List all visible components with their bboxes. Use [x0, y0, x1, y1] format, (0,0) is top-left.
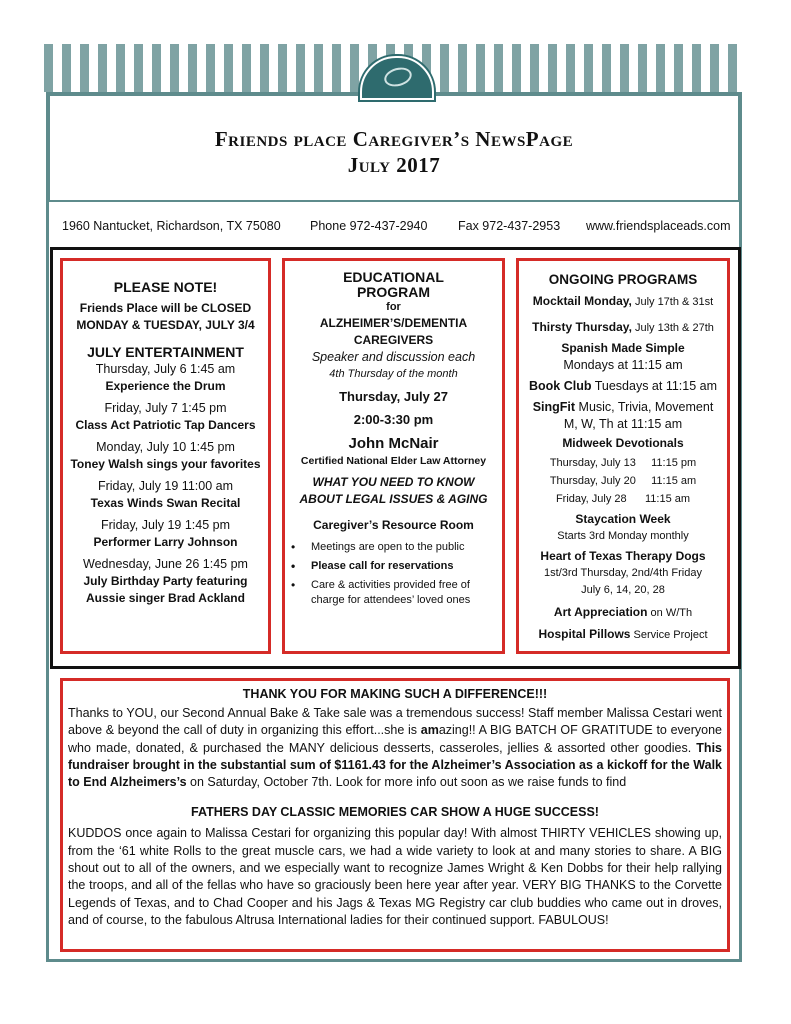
topic-line-1: WHAT YOU NEED TO KNOW: [312, 475, 475, 489]
list-item: • Please call for reservations: [285, 559, 502, 574]
program-name: Thirsty Thursday,: [532, 320, 632, 334]
event-date: Wednesday, June 26 1:45 pm: [83, 557, 248, 571]
program-detail: Service Project: [630, 629, 708, 641]
list-item: • Meetings are open to the public: [285, 540, 502, 555]
event-name: Performer Larry Johnson: [93, 535, 238, 549]
fax: Fax 972-437-2953: [458, 219, 561, 233]
phone: Phone 972-437-2940: [310, 219, 428, 233]
program-detail: July 17th & 31st: [631, 296, 714, 308]
event-item: [63, 517, 268, 551]
program-book-club: [519, 378, 727, 395]
program-spanish: Spanish Made Simple: [561, 341, 685, 355]
title-line-2: July 2017: [347, 153, 441, 177]
ongoing-programs-panel: [516, 258, 730, 654]
event-name: Texas Winds Swan Recital: [90, 496, 241, 510]
program-pillows: [519, 626, 727, 644]
program-name: SingFit: [532, 400, 576, 414]
please-note-heading: PLEASE NOTE!: [113, 279, 218, 295]
program-name: Art Appreciation: [553, 605, 648, 619]
edu-date: Thursday, July 27: [339, 389, 448, 404]
program-art: [519, 604, 727, 622]
car-show-paragraph: KUDDOS once again to Malissa Cestari for organizing this popular day! With almost THIRTY VEHICLES showing up, from the ‘61 white Rolls to the great muscle cars, we had a wide variety to look at and many stories to share. A BIG shout out to all of the owners, and we especially want to recognize James Wright & Ken Dobbs for their help rallying the troops, and all of the fellas who have so graciously been here year after year. VERY BIG THANKS to the Corvette Legends of Texas, and to Chad Cooper and his Jags & Texas MG Registry car club buddies who came out in droves, and of course, to the fabulous Altrusa International ladies for their continued support. FABULOUS!: [68, 826, 722, 927]
program-name: Hospital Pillows: [538, 627, 631, 641]
please-note-panel: [60, 258, 271, 654]
program-name: Book Club: [528, 379, 592, 393]
newsletter-title: [50, 126, 738, 178]
contact-bar: [48, 219, 740, 237]
topic-line-2: ABOUT LEGAL ISSUES & AGING: [299, 492, 488, 506]
header-box: [48, 94, 740, 202]
program-spanish-detail: Mondays at 11:15 am: [563, 358, 683, 372]
address: 1960 Nantucket, Richardson, TX 75080: [62, 219, 281, 233]
event-date: Thursday, July 6 1:45 am: [95, 362, 236, 376]
website-link[interactable]: www.friendsplaceads.com: [586, 219, 731, 233]
edu-italic-2: 4th Thursday of the month: [329, 368, 458, 380]
event-name: July Birthday Party featuring: [83, 574, 248, 588]
thank-you-heading: THANK YOU FOR MAKING SUCH A DIFFERENCE!!!: [242, 687, 548, 701]
program-thirsty: [519, 319, 727, 337]
program-detail: Music, Trivia, Movement: [575, 400, 714, 414]
program-detail: Tuesdays at 11:15 am: [591, 379, 718, 393]
event-date: Friday, July 19 11:00 am: [97, 479, 234, 493]
therapy-dogs-days: 1st/3rd Thursday, 2nd/4th Friday: [544, 567, 702, 579]
news-section: [60, 678, 730, 952]
edu-italic-1: Speaker and discussion each: [311, 350, 476, 364]
ongoing-heading: ONGOING PROGRAMS: [548, 272, 698, 287]
event-name: Toney Walsh sings your favorites: [70, 457, 261, 471]
event-item: [63, 478, 268, 512]
edu-heading-2: PROGRAM: [356, 284, 431, 300]
midweek-row: Friday, July 28 11:15 am: [555, 493, 691, 505]
event-name-2: Aussie singer Brad Ackland: [86, 591, 245, 605]
program-name: Mocktail Monday,: [532, 294, 632, 308]
program-singfit-detail: M, W, Th at 11:15 am: [563, 417, 683, 431]
midweek-row: Thursday, July 13 11:15 pm: [549, 457, 697, 469]
edu-sub-2: CAREGIVERS: [353, 333, 434, 347]
program-midweek: Midweek Devotionals: [562, 436, 684, 450]
event-item: [63, 361, 268, 395]
event-name: Class Act Patriotic Tap Dancers: [75, 418, 256, 432]
event-date: Friday, July 7 1:45 pm: [104, 401, 227, 415]
event-name: Experience the Drum: [105, 379, 226, 393]
resource-room: Caregiver’s Resource Room: [313, 518, 474, 532]
event-date: Friday, July 19 1:45 pm: [101, 518, 230, 532]
program-singfit: [519, 399, 727, 416]
midweek-row: Thursday, July 20 11:15 am: [549, 475, 697, 487]
educational-program-panel: [282, 258, 505, 654]
program-detail: July 13th & 27th: [631, 322, 714, 334]
edu-sub-1: ALZHEIMER’S/DEMENTIA: [319, 316, 468, 330]
edu-for: for: [386, 301, 401, 313]
event-date: Monday, July 10 1:45 pm: [96, 440, 235, 454]
therapy-dogs-dates: July 6, 14, 20, 28: [581, 584, 665, 596]
program-staycation: Staycation Week: [575, 512, 671, 526]
edu-time: 2:00-3:30 pm: [353, 412, 434, 427]
title-line-1: Friends place Caregiver’s NewsPage: [214, 127, 574, 151]
program-therapy-dogs: Heart of Texas Therapy Dogs: [540, 549, 706, 563]
resource-room-list: [285, 540, 502, 608]
car-show-heading: FATHERS DAY CLASSIC MEMORIES CAR SHOW A HUGE SUCCESS!: [191, 805, 599, 820]
closed-notice-line2: MONDAY & TUESDAY, JULY 3/4: [76, 318, 255, 332]
closed-notice-line1: Friends Place will be CLOSED: [79, 301, 252, 315]
speaker-name: John McNair: [348, 435, 439, 452]
speaker-title: Certified National Elder Law Attorney: [300, 455, 487, 467]
list-item: • Care & activities provided free of charge for attendees’ loved ones: [285, 578, 502, 608]
entertainment-heading: JULY ENTERTAINMENT: [87, 344, 244, 360]
event-item: [63, 556, 268, 607]
program-detail: on W/Th: [647, 607, 693, 619]
event-item: [63, 439, 268, 473]
event-item: [63, 400, 268, 434]
edu-heading-1: EDUCATIONAL: [343, 269, 444, 285]
program-mocktail: [519, 293, 727, 311]
program-staycation-detail: Starts 3rd Monday monthly: [557, 530, 689, 542]
bake-sale-paragraph: Thanks to YOU, our Second Annual Bake & Take sale was a tremendous success! Staff member Malissa Cestari went above & beyond the call of duty in organizing this effort...she is amazing!! A BIG BATCH OF GRATITUDE to everyone who made, donated, & purchased the MANY delicious desserts, casseroles, jellies & assorted other goodies. This fundraiser brought in the substantial sum of $1161.43 for the Alzheimer’s Association as a kickoff for the Walk to End Alzheimers’s on Saturday, October 7th. Look for more info out soon as we raise funds to find: [68, 706, 723, 790]
